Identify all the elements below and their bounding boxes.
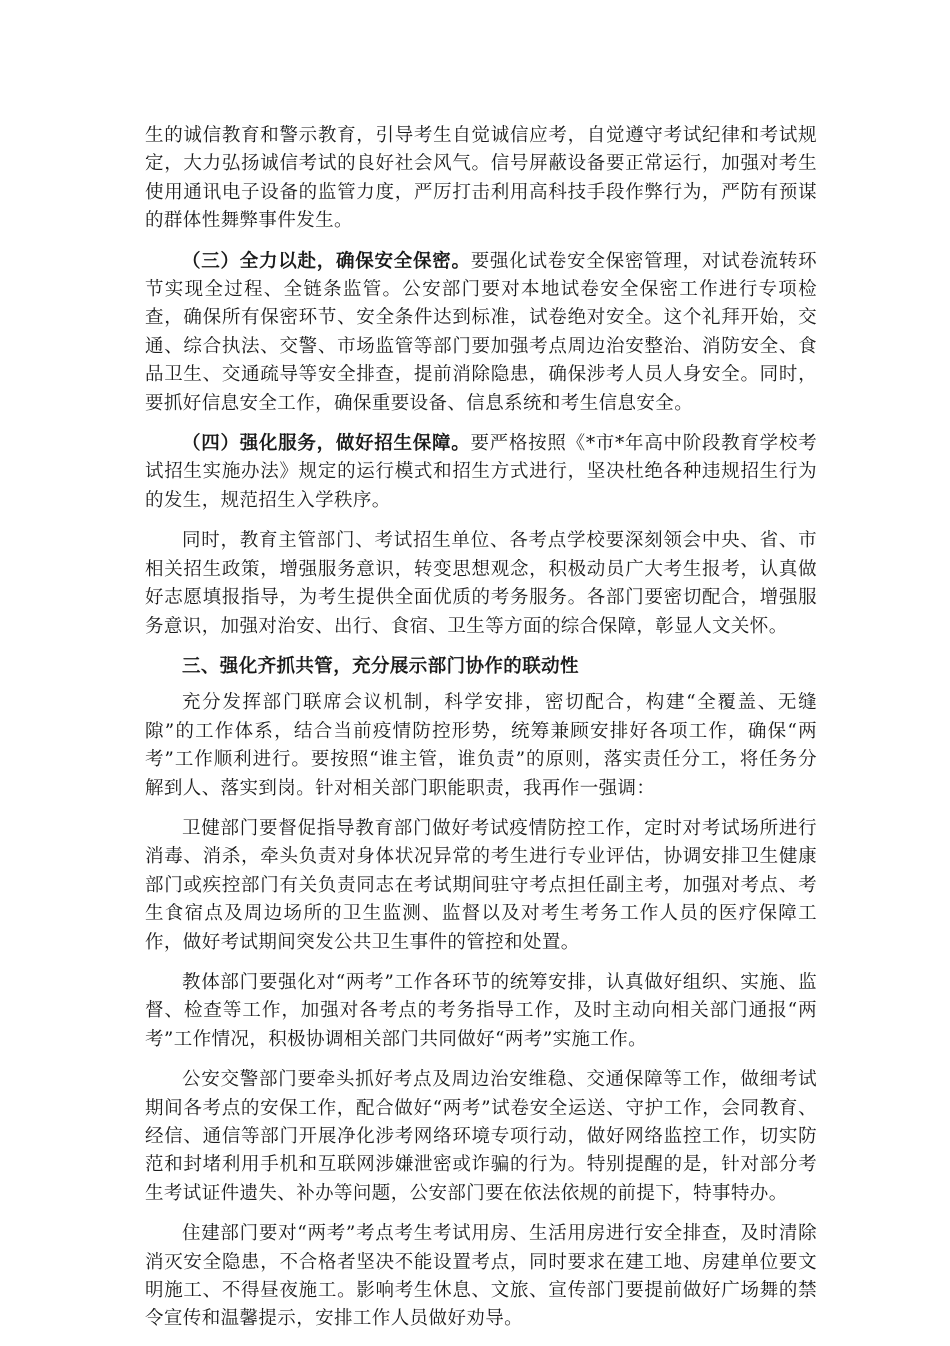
paragraph-9 — [145, 1220, 817, 1334]
paragraph-7-text: 教体部门要强化对“两考”工作各环节的统筹安排，认真做好组织、实施、监督、检查等工作，加强对各考点的考务指导工作，及时主动向相关部门通报“两考”工作情况，积极协调相关部门共同做好“两考”实施工作。 — [145, 971, 817, 1050]
paragraph-2-text: 要强化试卷安全保密管理，对试卷流转环节实现全过程、全链条监管。公安部门要对本地试卷安全保密工作进行专项检查，确保所有保密环节、安全条件达到标准，试卷绝对安全。这个礼拜开始，交通、综合执法、交警、市场监管等部门要加强考点周边治安整治、消防安全、食品卫生、交通疏导等安全排查，提前消除隐患，确保涉考人员人身安全。同时，要抓好信息安全工作，确保重要设备、信息系统和考生信息安全。 — [145, 250, 817, 414]
paragraph-5 — [145, 689, 817, 803]
paragraph-1 — [145, 122, 817, 236]
paragraph-7 — [145, 969, 817, 1054]
paragraph-2 — [145, 248, 817, 418]
document-page — [145, 122, 817, 1346]
paragraph-6 — [145, 815, 817, 957]
paragraph-4-text: 同时，教育主管部门、考试招生单位、各考点学校要深刻领会中央、省、市相关招生政策，增强服务意识，转变思想观念，积极动员广大考生报考，认真做好志愿填报指导，为考生提供全面优质的考务服务。各部门要密切配合，增强服务意识，加强对治安、出行、食宿、卫生等方面的综合保障，彰显人文关怀。 — [145, 530, 817, 637]
paragraph-8 — [145, 1066, 817, 1208]
paragraph-8-text: 公安交警部门要牵头抓好考点及周边治安维稳、交通保障等工作，做细考试期间各考点的安保工作，配合做好“两考”试卷安全运送、守护工作，会同教育、经信、通信等部门开展净化涉考网络环境专项行动，做好网络监控工作，切实防范和封堵利用手机和互联网涉嫌泄密或诈骗的行为。特别提醒的是，针对部分考生考试证件遗失、补办等问题，公安部门要在依法依规的前提下，特事特办。 — [145, 1069, 817, 1204]
paragraph-5-text: 充分发挥部门联席会议机制，科学安排，密切配合，构建“全覆盖、无缝隙”的工作体系，结合当前疫情防控形势，统筹兼顾安排好各项工作，确保“两考”工作顺利进行。要按照“谁主管，谁负责”的原则，落实责任分工，将任务分解到人、落实到岗。针对相关部门职能职责，我再作一强调： — [145, 692, 817, 799]
paragraph-9-text: 住建部门要对“两考”考点考生考试用房、生活用房进行安全排查，及时清除消灭安全隐患，不合格者坚决不能设置考点，同时要求在建工地、房建单位要文明施工、不得昼夜施工。影响考生休息、文旅、宣传部门要提前做好广场舞的禁令宣传和温馨提示，安排工作人员做好劝导。 — [145, 1223, 817, 1330]
subsection-heading-3: （三）全力以赴，确保安全保密。 — [182, 250, 471, 272]
section-heading-3: 三、强化齐抓共管，充分展示部门协作的联动性 — [182, 655, 579, 677]
paragraph-6-text: 卫健部门要督促指导教育部门做好考试疫情防控工作，定时对考试场所进行消毒、消杀，牵头负责对身体状况异常的考生进行专业评估，协调安排卫生健康部门或疾控部门有关负责同志在考试期间驻守考点担任副主考，加强对考点、考生食宿点及周边场所的卫生监测、监督以及对考生考务工作人员的医疗保障工作，做好考试期间突发公共卫生事件的管控和处置。 — [145, 817, 817, 953]
subsection-heading-4: （四）强化服务，做好招生保障。 — [182, 433, 471, 455]
paragraph-1-text: 生的诚信教育和警示教育，引导考生自觉诚信应考，自觉遵守考试纪律和考试规定，大力弘扬诚信考试的良好社会风气。信号屏蔽设备要正常运行，加强对考生使用通讯电子设备的监管力度，严厉打击利用高科技手段作弊行为，严防有预谋的群体性舞弊事件发生。 — [145, 125, 817, 232]
paragraph-4 — [145, 527, 817, 641]
paragraph-3-text: 要严格按照《*市*年高中阶段教育学校考试招生实施办法》规定的运行模式和招生方式进行，坚决杜绝各种违规招生行为的发生，规范招生入学秩序。 — [145, 433, 817, 511]
paragraph-3 — [145, 430, 817, 515]
